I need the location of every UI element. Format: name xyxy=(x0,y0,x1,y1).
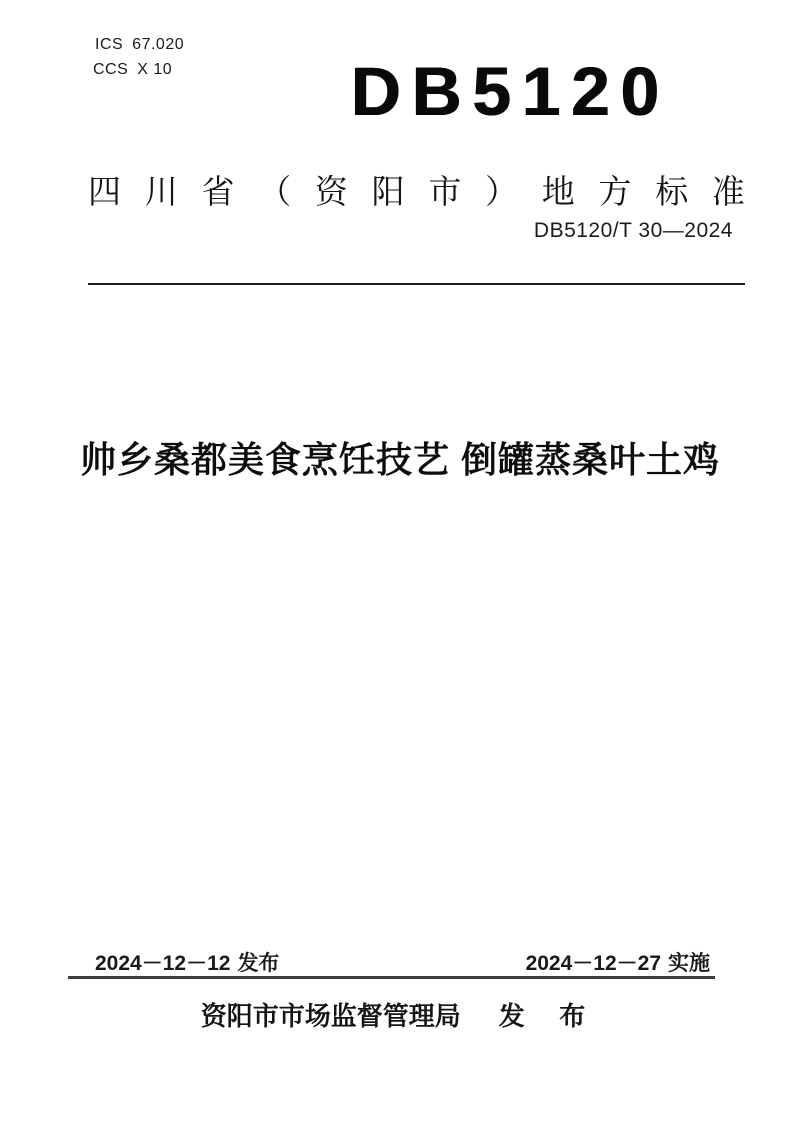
db-code-large: DB5120 xyxy=(351,53,671,130)
implement-date-line xyxy=(526,947,710,977)
implement-label: 实施 xyxy=(668,952,710,975)
issue-label: 发布 xyxy=(237,952,280,975)
issue-date-line xyxy=(95,947,279,977)
issuer-name: 资阳市市场监督管理局 xyxy=(200,1002,461,1031)
footer-rule xyxy=(68,976,715,979)
issue-date: 2024－12－12 xyxy=(95,952,231,975)
publish-label: 发 布 xyxy=(498,1002,600,1031)
implement-date: 2024－12－27 xyxy=(525,952,661,975)
ccs-label: CCS xyxy=(93,61,129,78)
document-title: 帅乡桑都美食烹饪技艺 倒罐蒸桑叶土鸡 xyxy=(79,439,720,480)
header-rule xyxy=(88,283,745,285)
ics-label: ICS xyxy=(95,36,124,53)
ics-code: 67.020 xyxy=(132,36,185,53)
standard-ref: DB5120/T 30—2024 xyxy=(533,219,733,242)
ics-line xyxy=(95,36,184,54)
standard-name-line: 四 川 省 （ 资 阳 市 ） 地 方 标 准 xyxy=(88,175,745,211)
publisher-line xyxy=(0,996,800,1033)
ccs-code: X 10 xyxy=(137,61,173,78)
ccs-line xyxy=(93,61,172,79)
